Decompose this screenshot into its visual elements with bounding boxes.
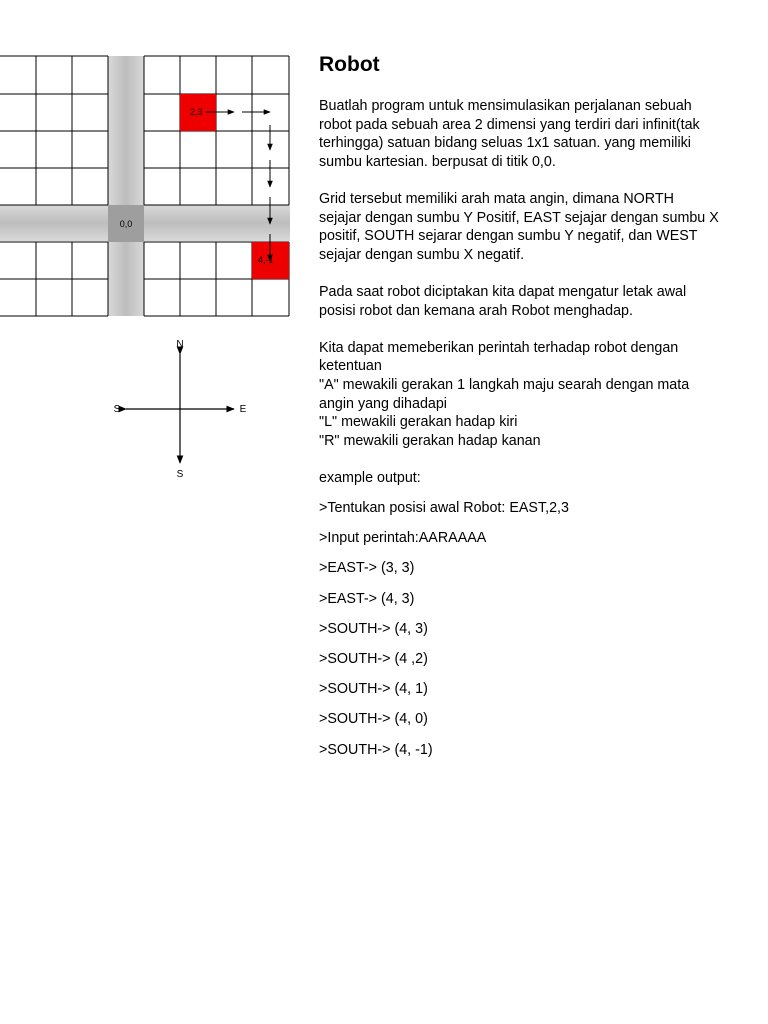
command-intro: Kita dapat memeberikan perintah terhadap robot dengan ketentuan [319,339,679,375]
grid-cells [0,56,289,316]
page-title: Robot [319,53,380,76]
output-line: >Input perintah:AARAAAA [319,530,487,547]
example-label: example output: [319,469,421,486]
output-line: >SOUTH-> (4, 0) [319,711,428,728]
paragraph-robot-creation: Pada saat robot diciptakan kita dapat mengatur letak awal posisi robot dan kemana arah Robot menghadap. [319,283,687,319]
end-label: 4,-1 [258,255,274,265]
compass-west-label: S [113,404,121,415]
output-line: >Tentukan posisi awal Robot: EAST,2,3 [319,500,569,517]
document-body [319,52,719,771]
paragraph-intro: Buatlah program untuk mensimulasikan perjalanan sebuah robot pada sebuah area 2 dimensi yang terdiri dari infinit(tak terhingga) satuan bidang seluas 1x1 satuan. yang memiliki sumbu kartesian. berpusat di titik 0,0. [319,98,700,170]
start-label: 2,3 [190,107,203,117]
compass [126,354,234,463]
command-r: "R" mewakili gerakan hadap kanan [319,432,541,449]
output-line: >SOUTH-> (4, 1) [319,681,428,698]
output-line: >EAST-> (4, 3) [319,590,415,607]
output-line: >SOUTH-> (4, 3) [319,620,428,637]
example-output [319,499,719,771]
paragraph-grid-directions: Grid tersebut memiliki arah mata angin, dimana NORTH sejajar dengan sumbu Y Positif, EAST sejajar dengan sumbu X positif, SOUTH sejarar dengan sumbu Y negatif, dan WEST sejajar dengan sumbu X negatif. [319,190,719,263]
compass-south-label: S [176,469,184,480]
x-axis-band [0,205,290,241]
command-l: "L" mewakili gerakan hadap kiri [319,414,518,431]
output-line: >EAST-> (3, 3) [319,560,415,577]
compass-north-label: N [176,339,184,350]
robot-grid-diagram [0,0,300,490]
output-line: >SOUTH-> (4, -1) [319,741,433,758]
y-axis-band [108,56,144,316]
origin-label: 0,0 [119,219,133,229]
command-a: "A" mewakili gerakan 1 langkah maju searah dengan mata angin yang dihadapi [319,376,690,412]
compass-east-label: E [239,404,247,415]
output-line: >SOUTH-> (4 ,2) [319,651,428,667]
